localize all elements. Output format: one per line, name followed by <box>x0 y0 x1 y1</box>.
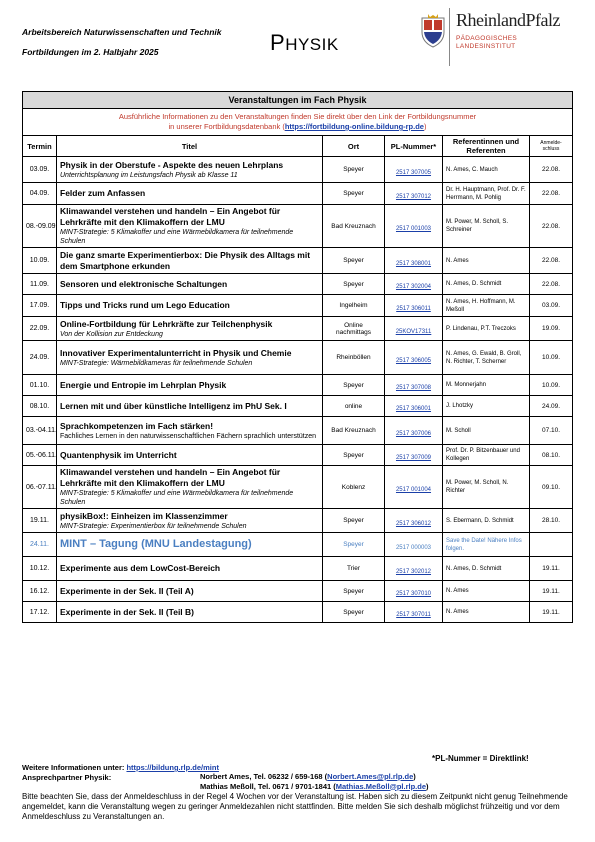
event-date: 03.-04.11. <box>23 417 57 445</box>
event-pl-cell <box>385 581 443 602</box>
event-deadline: 07.10. <box>530 417 573 445</box>
table-row <box>23 445 573 466</box>
pl-number-link[interactable]: 25KOV17311 <box>395 328 432 335</box>
event-date: 24.09. <box>23 341 57 375</box>
event-pl-cell <box>385 445 443 466</box>
event-deadline: 28.10. <box>530 509 573 533</box>
info-note: Ausführliche Informationen zu den Veranstaltungen finden Sie direkt über den Link der Fortbildungsnummer in unserer Fortbildungsdatenbank (https://fortbildung-online.bildung-rp.de) <box>23 109 573 136</box>
contact-messoll: Mathias Meßoll, Tel. 0671 / 9701-1841 (Mathias.Meßoll@pl.rlp.de) <box>200 781 429 791</box>
event-date: 17.09. <box>23 295 57 317</box>
email-messoll[interactable]: Mathias.Meßoll@pl.rlp.de <box>335 781 427 791</box>
event-deadline: 09.10. <box>530 466 573 509</box>
event-title-main: Lernen mit und über künstliche Intelligenz im PhU Sek. I <box>60 400 287 411</box>
email-ames[interactable]: Norbert.Ames@pl.rlp.de <box>327 772 414 781</box>
event-deadline <box>530 533 573 557</box>
col-referenten: Referentinnen und Referenten <box>443 136 530 157</box>
col-pl-nummer: PL-Nummer* <box>385 136 443 157</box>
event-date: 16.12. <box>23 581 57 602</box>
event-deadline: 24.09. <box>530 396 573 417</box>
event-subtitle: MINT-Strategie: Experimentierbox für teilnehmende Schulen <box>60 522 247 530</box>
event-deadline: 22.08. <box>530 157 573 183</box>
table-row <box>23 466 573 509</box>
event-title-main: Experimente aus dem LowCost-Bereich <box>60 563 221 573</box>
event-subtitle: Von der Kollision zur Entdeckung <box>60 330 163 338</box>
pl-number-link[interactable]: 2517 001004 <box>395 487 432 493</box>
table-row <box>23 417 573 445</box>
pl-number-link[interactable]: 2517 306011 <box>396 305 431 312</box>
event-location: Speyer <box>323 581 385 602</box>
event-date: 24.11. <box>23 533 57 557</box>
event-title <box>57 445 323 466</box>
event-pl-cell <box>385 509 443 533</box>
event-location: Bad Kreuznach <box>323 205 385 248</box>
event-title-main: physikBox!: Einheizen im Klassenzimmer <box>60 510 228 521</box>
pl-number-link[interactable]: 2517 302004 <box>395 284 432 290</box>
table-row <box>23 581 573 602</box>
event-title <box>57 295 323 317</box>
event-deadline: 19.11. <box>530 602 573 623</box>
table-row <box>23 183 573 205</box>
event-pl-cell <box>385 274 443 295</box>
header-subtitle-block <box>22 22 221 62</box>
footer-info: Weitere Informationen unter: https://bildung.rlp.de/mint Ansprechpartner Physik: <box>22 763 582 782</box>
event-title-main: Innovativer Experimentalunterricht in Physik und Chemie <box>60 347 292 358</box>
event-date: 06.-07.11. <box>23 466 57 509</box>
event-referents: N. Ames, C. Mauch <box>443 157 530 183</box>
event-subtitle: MINT-Strategie: Wärmebildkameras für teilnehmende Schulen <box>60 359 253 367</box>
event-deadline: 22.08. <box>530 274 573 295</box>
pl-number-link[interactable]: 2517 307012 <box>395 193 432 200</box>
event-date: 10.09. <box>23 248 57 274</box>
event-location: Trier <box>323 557 385 581</box>
event-referents: M. Scholl <box>443 417 530 445</box>
pl-number-link[interactable]: 2517 000003 <box>395 544 432 551</box>
event-title-main: Experimente in der Sek. II (Teil B) <box>60 606 194 617</box>
event-date: 05.-06.11. <box>23 445 57 466</box>
col-anmeldeschluss: Anmelde-schluss <box>530 136 573 157</box>
event-title <box>57 602 323 623</box>
event-referents: M. Power, M. Scholl, N. Richter <box>443 466 530 509</box>
department-label: Arbeitsbereich Naturwissenschaften und Technik <box>22 27 222 37</box>
event-location: Speyer <box>323 602 385 623</box>
column-header-row <box>23 136 573 157</box>
event-deadline: 22.08. <box>530 248 573 274</box>
contact-list <box>200 772 429 791</box>
event-pl-cell <box>385 295 443 317</box>
col-termin: Termin <box>23 136 57 157</box>
event-location: Speyer <box>323 248 385 274</box>
table-row <box>23 375 573 396</box>
table-row <box>23 295 573 317</box>
pl-number-link[interactable]: 2517 307008 <box>395 385 432 391</box>
table-row <box>23 602 573 623</box>
event-title <box>57 533 323 557</box>
event-date: 17.12. <box>23 602 57 623</box>
event-title-main: Energie und Entropie im Lehrplan Physik <box>60 379 227 390</box>
event-title <box>57 341 323 375</box>
event-deadline: 19.09. <box>530 317 573 341</box>
event-date: 10.12. <box>23 557 57 581</box>
event-title <box>57 205 323 248</box>
registration-disclaimer: Bitte beachten Sie, dass der Anmeldeschluss in der Regel 4 Wochen vor der Veranstaltung ist. Haben sich zu diesem Zeitpunkt nicht genug Teilnehmende angemeldet, kann die Veranstaltung wegen zu geringer Anmeldezahlen nicht stattfinden. Bitte melden Sie sich deshalb möglichst frühzeitig und vor dem Anmeldeschluss zu Veranstaltungen an. <box>22 792 568 821</box>
event-subtitle: Unterrichtsplanung im Leistungsfach Physik ab Klasse 11 <box>60 171 238 179</box>
pl-number-link[interactable]: 2517 307011 <box>396 612 431 618</box>
event-deadline: 22.08. <box>530 183 573 205</box>
event-title <box>57 317 323 341</box>
event-deadline: 19.11. <box>530 581 573 602</box>
pl-number-link[interactable]: 2517 307010 <box>395 591 432 597</box>
pl-number-link[interactable]: 2517 306012 <box>395 520 432 527</box>
event-referents: N. Ames <box>443 581 530 602</box>
event-location: Koblenz <box>323 466 385 509</box>
table-row <box>23 205 573 248</box>
event-location: Speyer <box>323 375 385 396</box>
event-date: 08.10. <box>23 396 57 417</box>
event-date: 03.09. <box>23 157 57 183</box>
page-title: PHYSIK <box>270 30 339 55</box>
event-pl-cell <box>385 375 443 396</box>
event-date: 19.11. <box>23 509 57 533</box>
event-referents: J. Lhotzky <box>443 396 530 417</box>
event-referents: S. Ebermann, D. Schmidt <box>443 509 530 533</box>
event-title <box>57 375 323 396</box>
logo-subtitle: PÄDAGOGISCHES LANDESINSTITUT <box>456 35 517 50</box>
event-subtitle: MINT-Strategie: 5 Klimakoffer und eine Wärmebildkamera für teilnehmende Schulen <box>60 229 294 245</box>
pl-number-link[interactable]: 2517 307005 <box>395 169 432 176</box>
event-title <box>57 248 323 274</box>
event-title <box>57 274 323 295</box>
col-titel: Titel <box>57 136 323 157</box>
event-date: 08.-09.09. <box>23 205 57 248</box>
database-link[interactable]: https://fortbildung-online.bildung-rp.de <box>284 122 424 131</box>
event-pl-cell <box>385 341 443 375</box>
event-referents: N. Ames <box>443 602 530 623</box>
event-title <box>57 183 323 205</box>
event-title <box>57 557 323 581</box>
event-referents: N. Ames <box>443 248 530 274</box>
event-referents: N. Ames, D. Schmidt <box>443 557 530 581</box>
event-pl-cell <box>385 205 443 248</box>
logo-wordmark: RheinlandPfalz <box>456 10 560 30</box>
table-row <box>23 248 573 274</box>
event-pl-cell <box>385 417 443 445</box>
event-title-main: Sensoren und elektronische Schaltungen <box>60 278 228 289</box>
col-ort: Ort <box>323 136 385 157</box>
event-title <box>57 396 323 417</box>
pl-number-link[interactable]: 2517 307009 <box>395 455 432 461</box>
event-date: 01.10. <box>23 375 57 396</box>
pl-number-link[interactable]: 2517 308001 <box>395 260 432 267</box>
event-referents: Dr. H. Hauptmann, Prof. Dr. F. Herrmann, M. Pohlig <box>443 183 530 205</box>
institute-logo <box>418 8 578 68</box>
event-title <box>57 417 323 445</box>
table-row <box>23 317 573 341</box>
event-deadline: 10.09. <box>530 341 573 375</box>
pl-number-link[interactable]: 2517 306005 <box>395 357 432 364</box>
event-referents: N. Ames, G. Ewald, B. Groll, N. Richter, T. Scherner <box>443 341 530 375</box>
event-title-main: Tipps und Tricks rund um Lego Education <box>60 300 230 310</box>
event-referents: Save the Date! Nähere Infos folgen. <box>443 533 530 557</box>
contact-ames: Norbert Ames, Tel. 06232 / 659-168 (Norbert.Ames@pl.rlp.de) <box>200 772 416 781</box>
event-location: Online nachmittags <box>323 317 385 341</box>
mint-link[interactable]: https://bildung.rlp.de/mint <box>126 763 219 772</box>
event-title-main: Sprachkompetenzen im Fach stärken! <box>60 420 214 431</box>
event-title-main: Quantenphysik im Unterricht <box>60 449 177 460</box>
event-title <box>57 509 323 533</box>
event-location: Speyer <box>323 533 385 557</box>
event-title-main: Klimawandel verstehen und handeln – Ein Angebot für Lehrkräfte mit den Klimakoffern der LMU <box>60 467 281 488</box>
event-title <box>57 581 323 602</box>
event-pl-cell <box>385 157 443 183</box>
event-referents: Prof. Dr. P. Bitzenbauer und Kollegen <box>443 445 530 466</box>
event-title-main: Die ganz smarte Experimentierbox: Die Physik des Alltags mit dem Smartphone erkunden <box>60 249 311 271</box>
event-subtitle: Fachliches Lernen in den naturwissenschaftlichen Fächern sprachlich unterstützen <box>60 432 317 440</box>
event-pl-cell <box>385 396 443 417</box>
event-pl-cell <box>385 533 443 557</box>
event-location: Speyer <box>323 509 385 533</box>
event-deadline: 19.11. <box>530 557 573 581</box>
event-location: Bad Kreuznach <box>323 417 385 445</box>
table-row <box>23 557 573 581</box>
contact-label: Ansprechpartner Physik: <box>22 772 112 782</box>
event-date: 11.09. <box>23 274 57 295</box>
event-referents: N. Ames, H. Hoffmann, M. Meßoll <box>443 295 530 317</box>
event-title <box>57 466 323 509</box>
event-subtitle: MINT-Strategie: 5 Klimakoffer und eine Wärmebildkamera für teilnehmende Schulen <box>60 490 294 506</box>
event-date: 04.09. <box>23 183 57 205</box>
table-row <box>23 533 573 557</box>
event-deadline: 08.10. <box>530 445 573 466</box>
event-location: Speyer <box>323 157 385 183</box>
event-pl-cell <box>385 183 443 205</box>
table-row <box>23 396 573 417</box>
event-pl-cell <box>385 248 443 274</box>
pl-number-link[interactable]: 2517 001003 <box>395 226 432 232</box>
event-referents: P. Lindenau, P.T. Treczoks <box>443 317 530 341</box>
event-deadline: 10.09. <box>530 375 573 396</box>
event-title-main: Felder zum Anfassen <box>60 188 146 198</box>
event-deadline: 22.08. <box>530 205 573 248</box>
event-title-main: Klimawandel verstehen und handeln – Ein Angebot für Lehrkräfte mit den Klimakoffern der LMU <box>60 206 281 227</box>
event-location: Ingelheim <box>323 295 385 317</box>
footnote: *PL-Nummer = Direktlink! <box>432 754 529 763</box>
pl-number-link[interactable]: 2517 302012 <box>395 568 432 575</box>
event-date: 22.09. <box>23 317 57 341</box>
event-location: Speyer <box>323 183 385 205</box>
event-pl-cell <box>385 317 443 341</box>
event-referents: M. Monnerjahn <box>443 375 530 396</box>
event-pl-cell <box>385 466 443 509</box>
semester-label: Fortbildungen im 2. Halbjahr 2025 <box>22 47 159 57</box>
event-location: online <box>323 396 385 417</box>
event-location: Speyer <box>323 445 385 466</box>
event-deadline: 03.09. <box>530 295 573 317</box>
event-referents: M. Power, M. Scholl, S. Schreiner <box>443 205 530 248</box>
event-pl-cell <box>385 557 443 581</box>
event-location: Rheinböllen <box>323 341 385 375</box>
event-location: Speyer <box>323 274 385 295</box>
pl-number-link[interactable]: 2517 306001 <box>395 406 432 412</box>
coat-of-arms-icon <box>420 14 446 48</box>
table-banner: Veranstaltungen im Fach Physik <box>23 92 573 109</box>
events-table <box>22 91 573 623</box>
event-title-main: MINT – Tagung (MNU Landestagung) <box>60 538 252 550</box>
event-pl-cell <box>385 602 443 623</box>
event-title-main: Physik in der Oberstufe - Aspekte des neuen Lehrplans <box>60 159 284 170</box>
event-title <box>57 157 323 183</box>
table-row <box>23 274 573 295</box>
pl-number-link[interactable]: 2517 307006 <box>395 430 432 437</box>
table-row <box>23 341 573 375</box>
table-row <box>23 509 573 533</box>
event-title-main: Experimente in der Sek. II (Teil A) <box>60 585 194 596</box>
event-referents: N. Ames, D. Schmidt <box>443 274 530 295</box>
table-row <box>23 157 573 183</box>
event-title-main: Online-Fortbildung für Lehrkräfte zur Teilchenphysik <box>60 318 273 329</box>
